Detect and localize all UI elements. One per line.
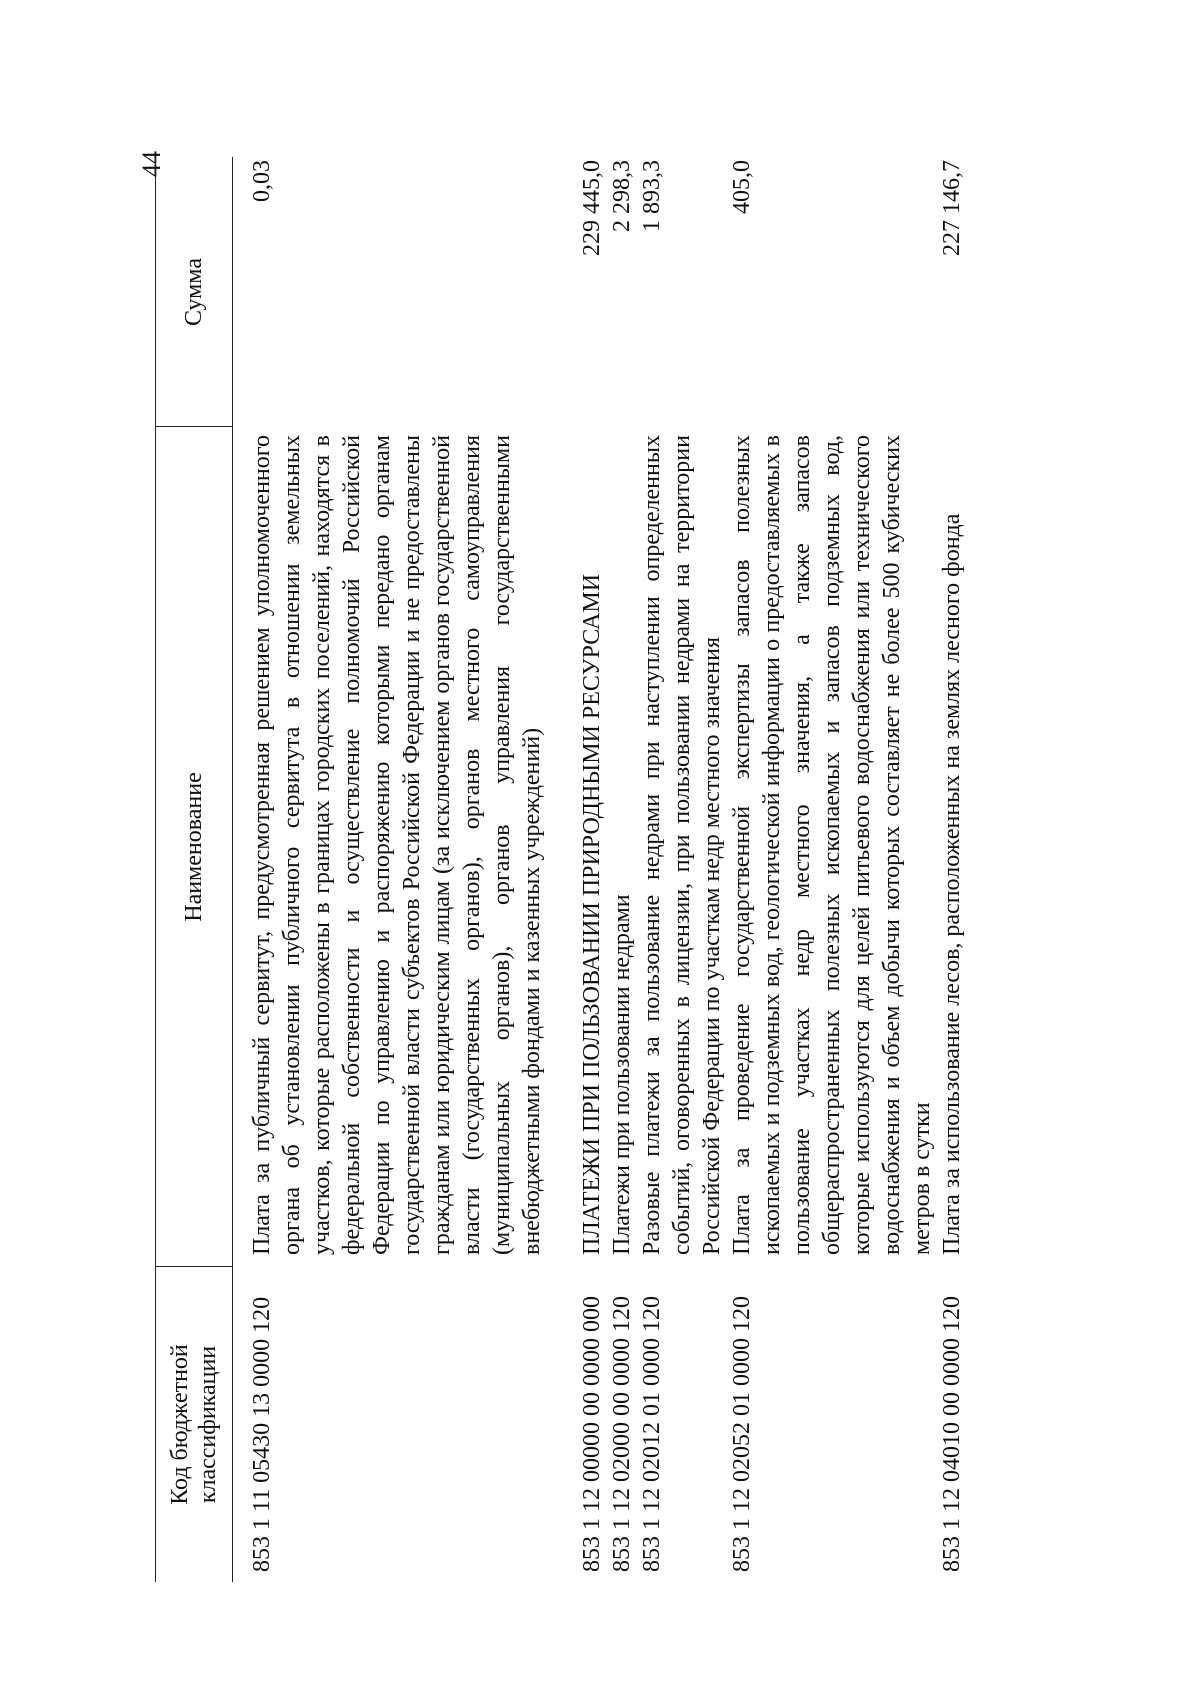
header-bottom-border bbox=[232, 157, 233, 1582]
header-code: Код бюджетной классификации bbox=[166, 1344, 221, 1505]
row-code: 853 1 12 02012 01 0000 120 bbox=[639, 1296, 665, 1572]
row-sum: 2 298,3 bbox=[609, 160, 635, 232]
row-code: 853 1 12 02052 01 0000 120 bbox=[729, 1296, 755, 1572]
row-name: Плата за публичный сервитут, предусмотренная решением уполномоченного органа об установлении публичного сервитута в отношении земельных участков, которые расположены в границах городских поселений, находятся в федеральной собственности и осуществление полномочий Российской Федерации по управлению и распоряжению которыми передано органам государственной власти субъектов Российской Федерации и не предоставлены гражданам или юридическим лицам (за исключением органов государственной власти (государственных органов), органов местного самоуправления (муниципальных органов), органов управления государственными внебюджетными фондами и казенных учреждений) bbox=[249, 435, 545, 1255]
row-name: Разовые платежи за пользование недрами при наступлении определенных событий, оговоренных в лицензии, при пользовании недрами на территории Российской Федерации по участкам недр местного значения bbox=[639, 435, 725, 1255]
row-sum: 227 146,7 bbox=[939, 160, 965, 256]
row-sum: 405,0 bbox=[729, 160, 755, 214]
header-sum: Сумма bbox=[180, 258, 207, 326]
row-name: ПЛАТЕЖИ ПРИ ПОЛЬЗОВАНИИ ПРИРОДНЫМИ РЕСУРСАМИ bbox=[579, 573, 605, 1255]
row-code: 853 1 12 02000 00 0000 120 bbox=[609, 1296, 635, 1572]
header-name: Наименование bbox=[180, 772, 207, 922]
row-code: 853 1 11 05430 13 0000 120 bbox=[249, 1296, 275, 1572]
row-sum: 1 893,3 bbox=[639, 160, 665, 232]
row-sum: 229 445,0 bbox=[579, 160, 605, 256]
row-sum: 0,03 bbox=[249, 160, 275, 202]
row-code: 853 1 12 04010 00 0000 120 bbox=[939, 1296, 965, 1572]
row-name: Плата за проведение государственной экспертизы запасов полезных ископаемых и подземных вод, геологической информации о предоставляемых в пользование участках недр местного значения, а также запасов общераспространенных полезных ископаемых и запасов подземных вод, которые используются для целей питьевого водоснабжения или технического водоснабжения и объем добычи которых составляет не более 500 кубических метров в сутки bbox=[729, 435, 935, 1255]
page-number: 44 bbox=[137, 151, 166, 177]
row-code: 853 1 12 00000 00 0000 000 bbox=[579, 1296, 605, 1572]
row-name: Платежи при пользовании недрами bbox=[609, 894, 635, 1255]
row-name: Плата за использование лесов, расположенных на землях лесного фонда bbox=[939, 513, 965, 1255]
